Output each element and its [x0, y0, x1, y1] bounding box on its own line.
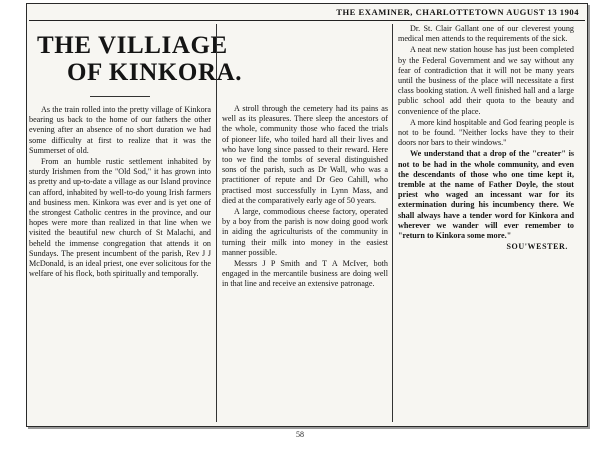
paragraph: From an humble rustic settlement inhabited by sturdy Irishmen from the "Old Sod," it has grown into as pretty and up-to-date a village as our Island province can afford, inhabited by well-to-do young Irish farmers and business men. Kinkora was ever and is yet one of the strongest Catholic centres in the province, and our hopes were more than realized in that line when we visited the beautiful new church of St Malachi, and beheld the immense congregation that attends it on Sundays. The present incumbent of the parish, Rev J J McDonald, is an ideal priest, one ever solicitous for the welfare of his flock, both spiritually and temporally. — [29, 157, 211, 279]
masthead: THE EXAMINER, CHARLOTTETOWN AUGUST 13 1904 — [336, 7, 579, 17]
column-rule — [216, 24, 217, 422]
headline — [37, 32, 243, 86]
masthead-rule — [29, 20, 585, 21]
headline-rule — [90, 96, 150, 97]
column-rule — [392, 24, 393, 422]
column-1 — [29, 24, 243, 422]
signature: SOU'WESTER. — [506, 242, 568, 252]
paragraph: As the train rolled into the pretty village of Kinkora bearing us back to the home of our fathers the other evening after an absence of no short duration we had some difficulty at first to realize that it was the Summerset of old. — [29, 105, 211, 155]
paragraph: A neat new station house has just been completed by the Federal Government and we say without any fear of contradiction that it will not be many years until the business of the place will necessitate a first class booking station. A well finished hall and a large public school add their quota to the beauty and convenience of the place. — [398, 45, 574, 116]
paragraph: A stroll through the cemetery had its pains as well as its pleasures. There sleep the ancestors of the whole, community those who faced the trials of pioneer life, who toiled hard all their lives and who have long since passed to their reward. Here too we find the tombs of several distinguished sons of the parish, such as Dr Wall, who was a practitioner of repute and Dr Geo Cahill, who practised most successfully in Lynn Mass, and died at the comparatively early age of 50 years. — [222, 104, 388, 205]
paragraph: Dr. St. Clair Gallant one of our cleverest young medical men attends to the requirements of the sick. — [398, 24, 574, 44]
column-3 — [398, 24, 574, 422]
headline-line-1: THE VILLIAGE — [37, 32, 228, 59]
paragraph: A large, commodious cheese factory, operated by a boy from the parish is now doing good work in aiding the agriculturists of the community in turning their milk into money in the easiest manner possible. — [222, 207, 388, 257]
page-number: 58 — [296, 430, 304, 439]
paragraph: We understand that a drop of the "creater" is not to be had in the whole community, and even the descendants of those who one time kept it, tremble at the name of Father Doyle, the stout priest who waged an incessant war for its extermination during his incumbency there. We shall always have a tender word for Kinkora and wherever we wander will ever remember to "return to Kinkora some more." — [398, 149, 574, 241]
headline-line-2: OF KINKORA. — [67, 59, 243, 86]
paragraph: A more kind hospitable and God fearing people is not to be found. "Neither locks have they to their doors nor bars to their windows." — [398, 117, 574, 148]
newspaper-clipping — [26, 3, 588, 427]
column-2 — [222, 24, 388, 422]
paragraph: Messrs J P Smith and T A McIver, both engaged in the mercantile business are doing well in that line and receive an extensive patronage. — [222, 259, 388, 289]
